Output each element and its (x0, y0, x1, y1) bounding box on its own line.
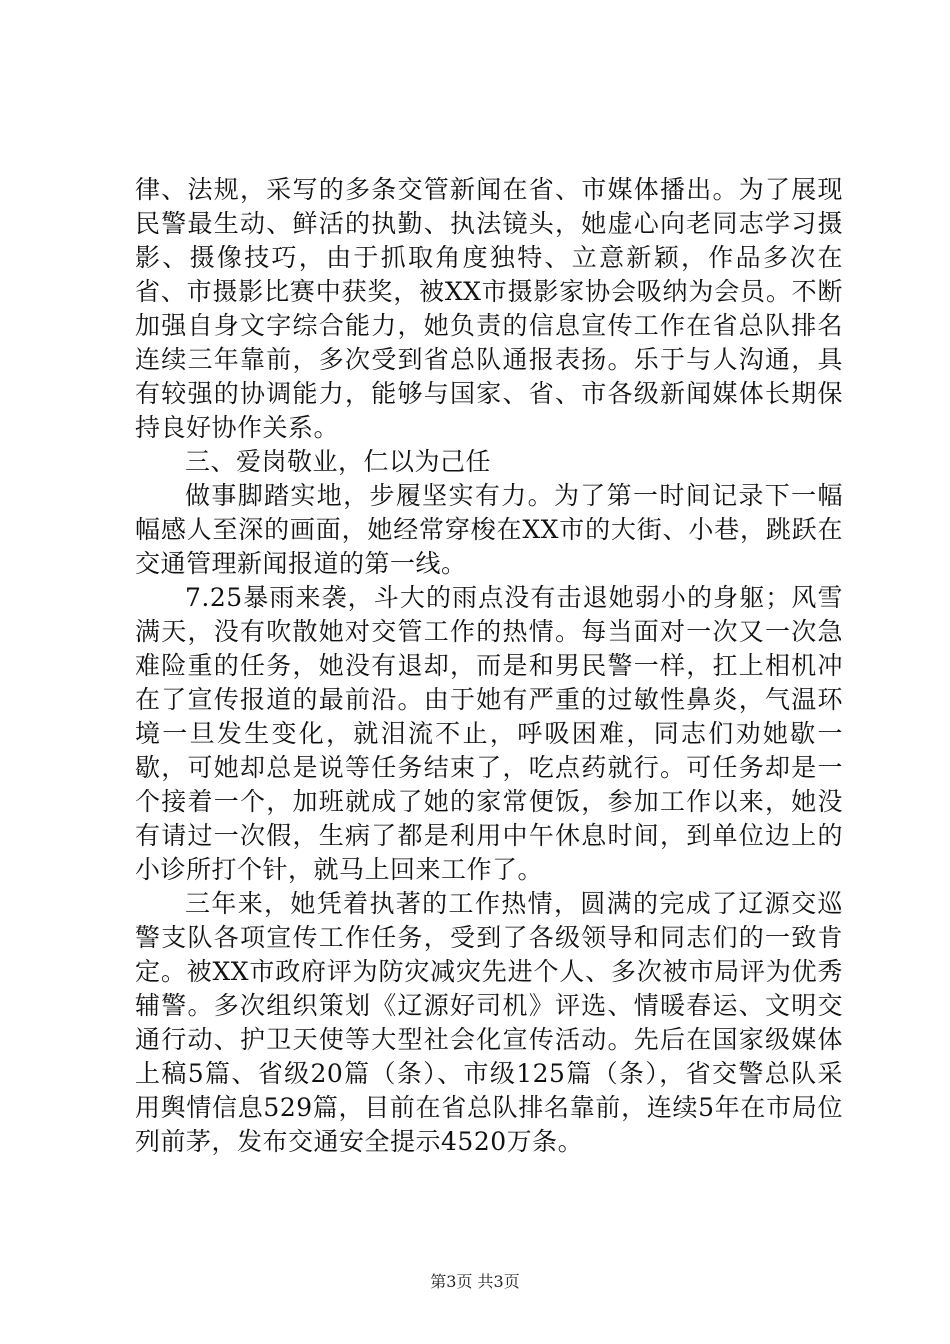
paragraph-rainstorm: 7.25暴雨来袭，斗大的雨点没有击退她弱小的身躯；风雪满天，没有吹散她对交管工作的热情。每当面对一次又一次急难险重的任务，她没有退却，而是和男民警一样，扛上相机冲在了宣传报道的最前沿。由于她有严重的过敏性鼻炎，气温环境一旦发生变化，就泪流不止，呼吸困难，同志们劝她歇一歇，可她却总是说等任务结束了，吃点药就行。可任务却是一个接着一个，加班就成了她的家常便饭，参加工作以来，她没有请过一次假，生病了都是利用中午休息时间，到单位边上的小诊所打个针，就马上回来工作了。 (135, 583, 843, 884)
page-footer: 第3页 共3页 (430, 1272, 520, 1291)
section-heading-three: 三、爱岗敬业，仁以为己任 (185, 447, 492, 476)
document-body (135, 173, 843, 1159)
paragraph-laws-media: 律、法规，采写的多条交管新闻在省、市媒体播出。为了展现民警最生动、鲜活的执勤、执法镜头，她虚心向老同志学习摄影、摄像技巧，由于抓取角度独特、立意新颖，作品多次在省、市摄影比赛中获奖，被XX市摄影家协会吸纳为会员。不断加强自身文字综合能力，她负责的信息宣传工作在省总队排名连续三年靠前，多次受到省总队通报表扬。乐于与人沟通，具有较强的协调能力，能够与国家、省、市各级新闻媒体长期保持良好协作关系。 (135, 175, 843, 442)
paragraph-three-years: 三年来，她凭着执著的工作热情，圆满的完成了辽源交巡警支队各项宣传工作任务，受到了各级领导和同志们的一致肯定。被XX市政府评为防灾减灾先进个人、多次被市局评为优秀辅警。多次组织策划《辽源好司机》评选、情暖春运、文明交通行动、护卫天使等大型社会化宣传活动。先后在国家级媒体上稿5篇、省级20篇（条）、市级125篇（条），省交警总队采用舆情信息529篇，目前在省总队排名靠前，连续5年在市局位列前茅，发布交通安全提示4520万条。 (135, 889, 843, 1156)
paragraph-down-to-earth: 做事脚踏实地，步履坚实有力。为了第一时间记录下一幅幅感人至深的画面，她经常穿梭在XX市的大街、小巷，跳跃在交通管理新闻报道的第一线。 (135, 481, 843, 578)
